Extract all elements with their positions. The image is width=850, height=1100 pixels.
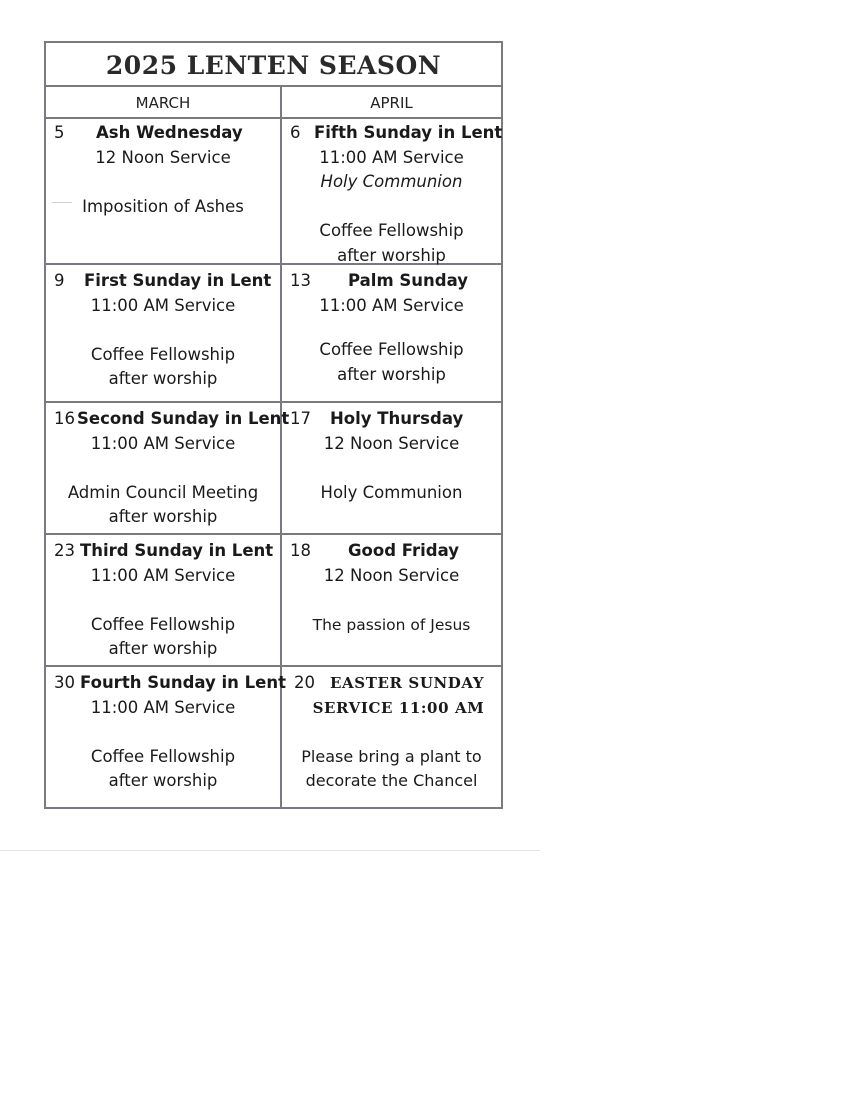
schedule-cell-march-30 xyxy=(46,671,287,794)
row-divider xyxy=(46,665,501,667)
event-detail: Coffee Fellowship xyxy=(90,746,236,766)
event-detail: Holy Communion xyxy=(320,482,463,502)
event-detail: Coffee Fellowship xyxy=(319,221,464,240)
schedule-cell-april-20 xyxy=(282,671,501,794)
schedule-cell-march-16 xyxy=(46,407,290,530)
event-detail: Admin Council Meeting xyxy=(67,482,259,502)
day-number: 17 xyxy=(290,409,311,428)
event-detail: 11:00 AM Service xyxy=(90,697,236,717)
lenten-schedule-card xyxy=(44,41,503,809)
event-detail: 11:00 AM Service xyxy=(90,433,236,453)
event-detail: 12 Noon Service xyxy=(323,565,460,585)
event-title: Holy Thursday xyxy=(330,409,464,428)
event-title: Palm Sunday xyxy=(348,271,468,290)
column-header-april: APRIL xyxy=(282,87,501,119)
day-number: 23 xyxy=(54,541,75,560)
event-detail: 12 Noon Service xyxy=(323,433,460,453)
event-title: Fourth Sunday in Lent xyxy=(80,673,287,692)
event-title: Second Sunday in Lent xyxy=(77,409,290,428)
event-detail: Coffee Fellowship xyxy=(90,344,236,364)
row-divider xyxy=(46,533,501,535)
event-title: Third Sunday in Lent xyxy=(80,541,274,560)
day-number: 13 xyxy=(290,271,311,290)
event-detail: The passion of Jesus xyxy=(312,615,471,634)
event-title: EASTER SUNDAY xyxy=(330,674,485,692)
event-detail: 11:00 AM Service xyxy=(90,565,236,585)
schedule-cell-april-18 xyxy=(282,539,501,637)
event-detail: Please bring a plant to xyxy=(301,746,482,766)
event-detail: after worship xyxy=(337,245,446,265)
event-detail: Holy Communion xyxy=(320,172,463,191)
day-number: 30 xyxy=(54,673,75,692)
day-number: 18 xyxy=(290,541,311,560)
day-number: 20 xyxy=(294,673,315,692)
row-divider xyxy=(46,401,501,403)
schedule-cell-april-17 xyxy=(282,407,501,505)
schedule-cell-april-13 xyxy=(282,269,501,387)
day-number: 5 xyxy=(54,123,65,142)
day-number: 16 xyxy=(54,409,75,428)
event-detail: 11:00 AM Service xyxy=(319,295,464,315)
event-title: Fifth Sunday in Lent xyxy=(314,123,503,142)
event-detail: Coffee Fellowship xyxy=(319,340,464,359)
schedule-title: 2025 LENTEN SEASON xyxy=(46,43,501,87)
event-detail: decorate the Chancel xyxy=(305,771,478,790)
schedule-cell-march-5 xyxy=(46,121,280,219)
event-detail: after worship xyxy=(108,369,218,388)
event-detail: Imposition of Ashes xyxy=(82,196,244,216)
event-title: Ash Wednesday xyxy=(96,123,243,142)
event-detail: after worship xyxy=(337,364,446,384)
event-detail: 11:00 AM Service xyxy=(319,147,464,167)
event-detail: 12 Noon Service xyxy=(95,147,231,167)
column-header-march: MARCH xyxy=(46,87,282,119)
event-detail: after worship xyxy=(108,507,218,526)
event-detail: Coffee Fellowship xyxy=(90,614,236,634)
schedule-cell-april-6 xyxy=(282,121,501,268)
event-detail: after worship xyxy=(108,771,218,790)
event-title: First Sunday in Lent xyxy=(84,271,272,290)
schedule-cell-march-9 xyxy=(46,269,280,392)
scan-mark xyxy=(52,202,72,203)
scan-edge-line xyxy=(0,850,540,851)
event-title: Good Friday xyxy=(348,541,459,560)
event-detail: after worship xyxy=(108,639,218,658)
event-detail: 11:00 AM Service xyxy=(90,295,236,315)
event-detail: SERVICE 11:00 AM xyxy=(312,698,485,717)
day-number: 9 xyxy=(54,271,65,290)
day-number: 6 xyxy=(290,123,301,142)
schedule-cell-march-23 xyxy=(46,539,280,662)
